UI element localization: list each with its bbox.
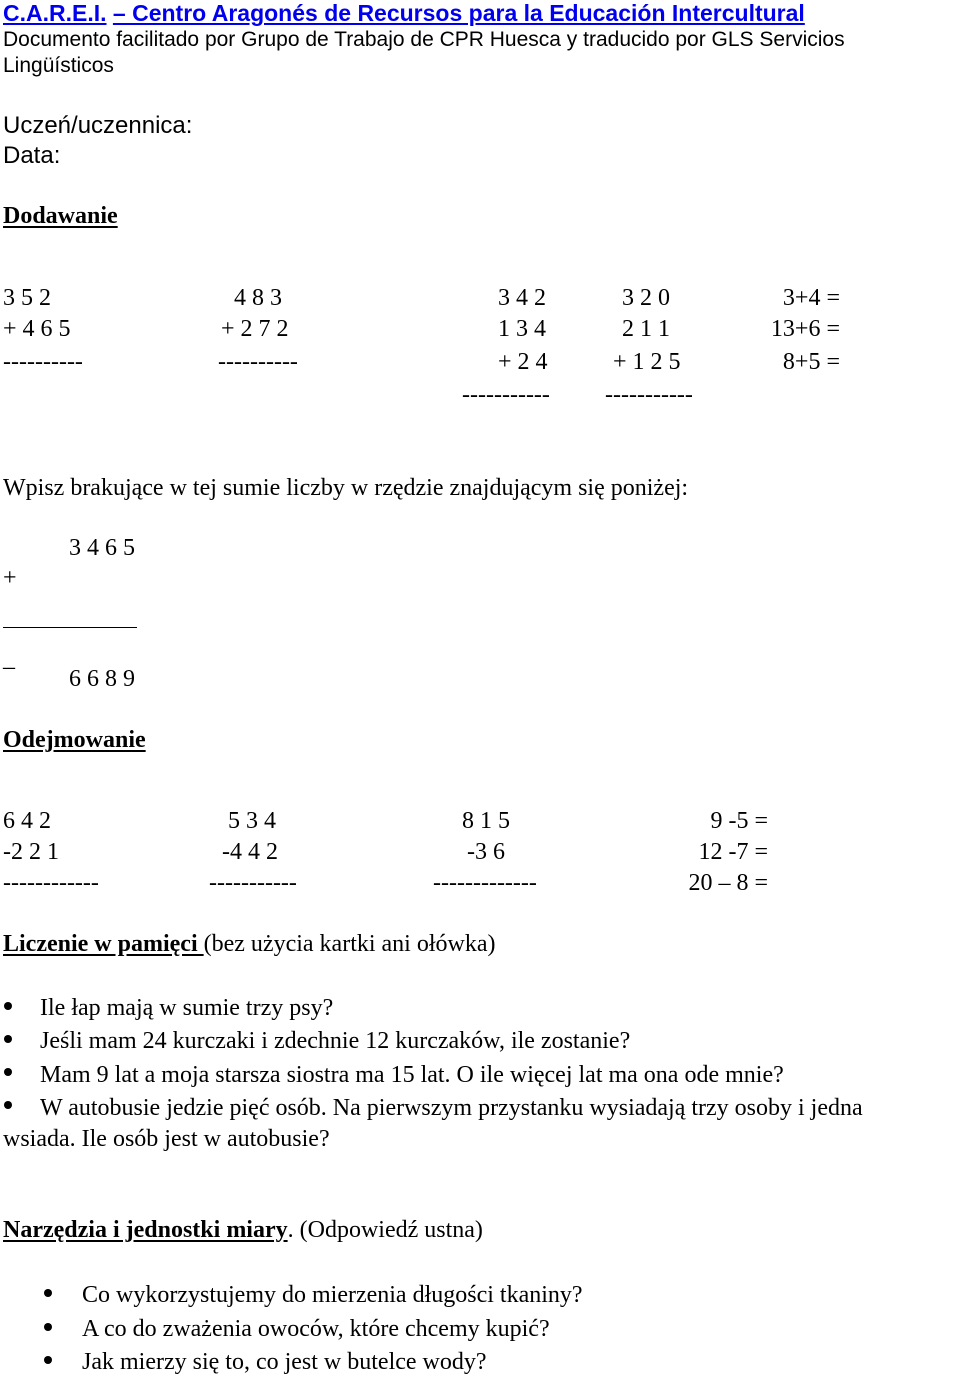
subtraction-heading: Odejmowanie <box>3 727 146 753</box>
add-p4-line: ----------- <box>605 382 693 408</box>
tools-heading-row <box>3 1216 483 1244</box>
bullet-icon <box>4 1002 12 1010</box>
mental-heading-row <box>3 930 496 958</box>
bullet-icon <box>4 1068 12 1076</box>
add-p3-top: 3 4 2 <box>498 285 546 311</box>
missing-instruction: Wpisz brakujące w tej sumie liczby w rzędzie znajdującym się poniżej: <box>3 475 689 501</box>
tools-q1: Co wykorzystujemy do mierzenia długości tkaniny? <box>82 1282 583 1308</box>
sub-p1-second: -2 2 1 <box>3 839 59 865</box>
mental-note: (bez użycia kartki ani ołówka) <box>203 931 496 957</box>
add-p3-line: ----------- <box>462 382 550 408</box>
bullet-icon <box>44 1356 52 1364</box>
mental-heading: Liczenie w pamięci <box>3 931 204 957</box>
header-line <box>3 0 805 26</box>
mental-q3: Mam 9 lat a moja starsza siostra ma 15 lat. O ile więcej lat ma ona ode mnie? <box>40 1062 784 1088</box>
add-p2-line: ---------- <box>218 349 298 375</box>
add-p2-top: 4 8 3 <box>234 285 282 311</box>
mental-q4-line2: wsiada. Ile osób jest w autobusie? <box>3 1126 330 1152</box>
add-mental-3: 8+5 = <box>782 349 840 375</box>
add-mental-1: 3+4 = <box>782 285 840 311</box>
student-label: Uczeń/uczennica: <box>3 112 193 139</box>
sub-p1-top: 6 4 2 <box>3 808 51 834</box>
mental-q1: Ile łap mają w sumie trzy psy? <box>40 995 334 1021</box>
add-mental-2: 13+6 = <box>770 316 840 342</box>
add-p1-top: 3 5 2 <box>3 285 51 311</box>
org-link[interactable]: – Centro Aragonés de Recursos para la Educación Intercultural <box>112 0 805 26</box>
credit-line-2: Lingüísticos <box>3 54 114 77</box>
sub-p3-second: -3 6 <box>467 839 505 865</box>
tools-q2: A co do zważenia owoców, które chcemy kupić? <box>82 1316 550 1342</box>
addition-heading: Dodawanie <box>3 203 118 229</box>
add-p4-third: + 1 2 5 <box>613 349 681 375</box>
sub-mental-2: 12 -7 = <box>698 839 768 865</box>
missing-plus: + <box>3 565 17 591</box>
sub-p3-line: ------------- <box>433 870 537 896</box>
mental-q4-line1: W autobusie jedzie pięć osób. Na pierwszym przystanku wysiadają trzy osoby i jedna <box>40 1095 863 1121</box>
missing-result: 6 6 8 9 <box>69 666 135 692</box>
add-p2-second: + 2 7 2 <box>221 316 289 342</box>
add-p3-second: 1 3 4 <box>498 316 546 342</box>
missing-top: 3 4 6 5 <box>69 535 135 561</box>
add-p4-top: 3 2 0 <box>622 285 670 311</box>
tools-note: . (Odpowiedź ustna) <box>287 1217 483 1243</box>
sum-rule <box>3 627 137 628</box>
add-p1-line: ---------- <box>3 349 83 375</box>
date-label: Data: <box>3 142 61 169</box>
bullet-icon <box>4 1101 12 1109</box>
missing-dash: _ <box>3 646 15 672</box>
add-p4-second: 2 1 1 <box>622 316 670 342</box>
tools-q3: Jak mierzy się to, co jest w butelce wody? <box>82 1349 487 1375</box>
credit-line-1: Documento facilitado por Grupo de Trabajo de CPR Huesca y traducido por GLS Servicios <box>3 28 845 51</box>
mental-q2: Jeśli mam 24 kurczaki i zdechnie 12 kurczaków, ile zostanie? <box>40 1028 631 1054</box>
add-p3-third: + 2 4 <box>498 349 548 375</box>
org-short[interactable]: C.A.R.E.I. <box>3 0 107 26</box>
sub-p2-line: ----------- <box>209 870 297 896</box>
sub-p2-top: 5 3 4 <box>228 808 276 834</box>
sub-p1-line: ------------ <box>3 870 99 896</box>
sub-mental-1: 9 -5 = <box>710 808 768 834</box>
add-p1-second: + 4 6 5 <box>3 316 71 342</box>
bullet-icon <box>44 1323 52 1331</box>
sub-p2-second: -4 4 2 <box>222 839 278 865</box>
bullet-icon <box>4 1035 12 1043</box>
sub-p3-top: 8 1 5 <box>462 808 510 834</box>
sub-mental-3: 20 – 8 = <box>688 870 768 896</box>
bullet-icon <box>44 1289 52 1297</box>
tools-heading: Narzędzia i jednostki miary <box>3 1217 288 1243</box>
